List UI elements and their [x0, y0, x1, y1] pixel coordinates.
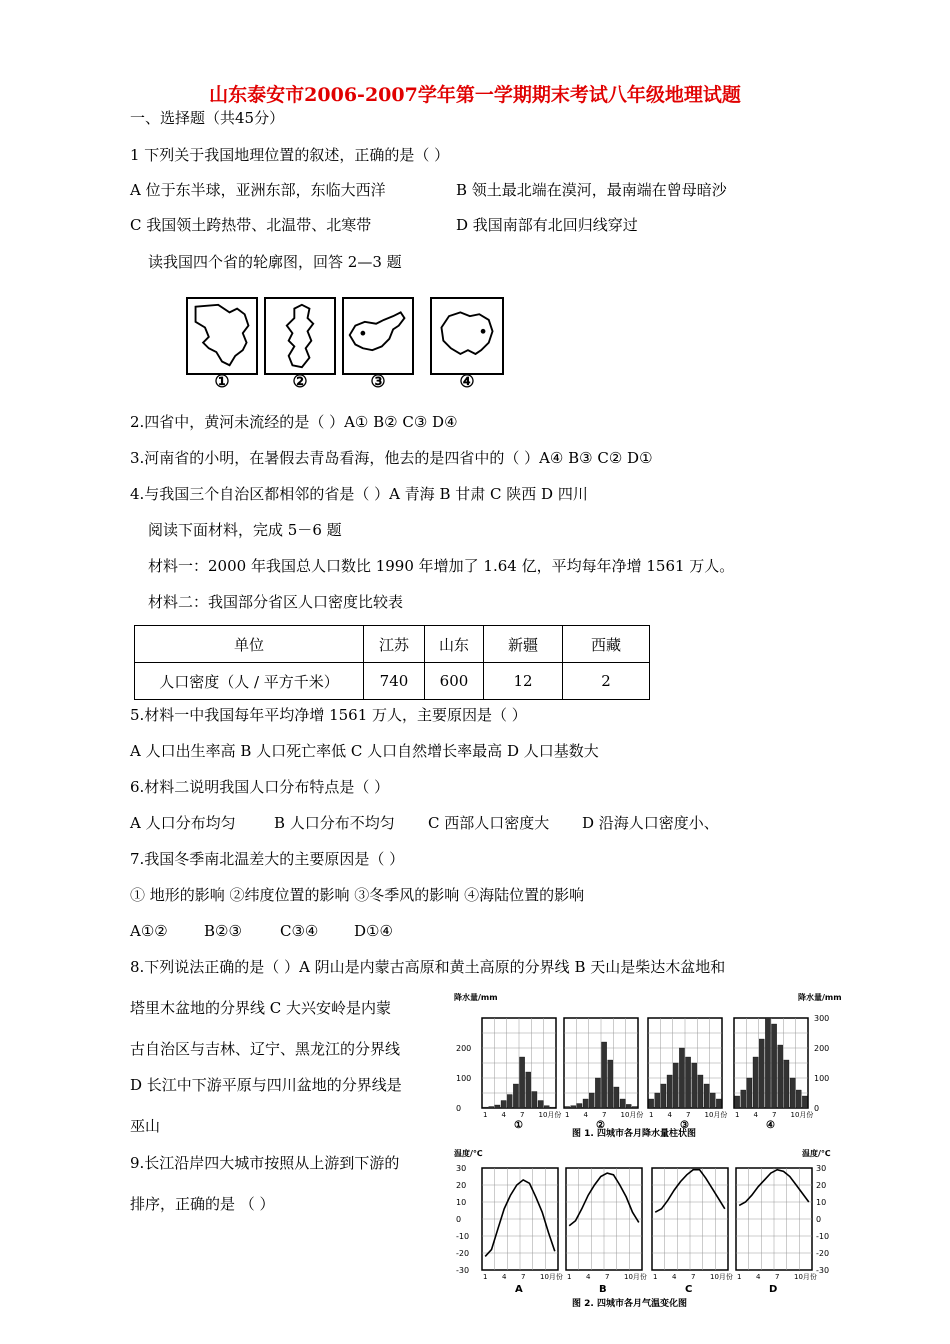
y-tick-label: 30 — [816, 1164, 827, 1173]
x-tick-label: 7 — [686, 1111, 691, 1119]
x-tick-label: 10月份 — [540, 1273, 563, 1281]
material-2: 材料二：我国部分省区人口密度比较表 — [148, 593, 404, 611]
table-cell: 600 — [425, 663, 484, 700]
q6-option-a: A 人口分布均匀 — [130, 814, 236, 832]
province-instruction: 读我国四个省的轮廓图，回答 2—3 题 — [148, 253, 402, 271]
y-tick-label: 100 — [814, 1074, 830, 1083]
precip-bar — [686, 1057, 691, 1108]
x-tick-label: 1 — [483, 1111, 488, 1119]
figure-1-caption: 图 1. 四城市各月降水量柱状图 — [572, 1129, 696, 1139]
table-header-cell: 山东 — [425, 626, 484, 663]
question-7: 7.我国冬季南北温差大的主要原因是（ ） — [130, 850, 405, 868]
q7-factors: ① 地形的影响 ②纬度位置的影响 ③冬季风的影响 ④海陆位置的影响 — [130, 886, 585, 904]
q7-option-d: D①④ — [354, 922, 393, 940]
question-8-line-3: 古自治区与吉林、辽宁、黑龙江的分界线 — [130, 1040, 401, 1058]
precip-bar — [661, 1084, 666, 1108]
y-tick-label: 10 — [456, 1198, 467, 1207]
y-axis-label-right: 温度/℃ — [802, 1149, 831, 1158]
precip-bar — [513, 1084, 518, 1108]
precip-bar — [667, 1075, 672, 1108]
province-outline-1 — [186, 297, 258, 375]
x-tick-label: 10月份 — [794, 1273, 817, 1281]
x-tick-label: 7 — [602, 1111, 607, 1119]
material-instruction: 阅读下面材料，完成 5－6 题 — [148, 521, 342, 539]
panel-label: ③ — [680, 1120, 689, 1131]
precip-bar — [796, 1090, 801, 1108]
precip-bar — [716, 1099, 721, 1108]
precip-bar — [759, 1039, 764, 1108]
y-tick-label: -30 — [816, 1266, 830, 1275]
table-cell: 人口密度（人 / 平方千米） — [135, 663, 364, 700]
precip-bar — [784, 1060, 789, 1108]
y-tick-label: 100 — [456, 1074, 472, 1083]
x-tick-label: 4 — [667, 1111, 672, 1119]
x-tick-label: 4 — [586, 1273, 591, 1281]
precip-bar — [495, 1105, 500, 1108]
precip-bar — [483, 1107, 488, 1108]
x-tick-label: 1 — [483, 1273, 488, 1281]
x-tick-label: 1 — [567, 1273, 572, 1281]
material-1: 材料一：2000 年我国总人口数比 1990 年增加了 1.64 亿，平均每年净增 1561 万人。 — [148, 557, 735, 575]
precip-bar — [704, 1084, 709, 1108]
question-8-line-2: 塔里木盆地的分界线 C 大兴安岭是内蒙 — [130, 999, 392, 1017]
y-tick-label: 10 — [816, 1198, 827, 1207]
x-tick-label: 10月份 — [538, 1111, 562, 1119]
precip-bar — [489, 1107, 494, 1109]
x-tick-label: 10月份 — [790, 1111, 814, 1119]
y-axis-label-left: 温度/℃ — [454, 1149, 483, 1158]
table-header-cell: 新疆 — [484, 626, 563, 663]
y-tick-label: 300 — [814, 1014, 830, 1023]
precip-bar — [577, 1104, 582, 1109]
precip-bar — [614, 1087, 619, 1108]
precip-bar — [778, 1045, 783, 1108]
figure-2-temperature — [452, 1146, 844, 1310]
y-tick-label: -10 — [456, 1232, 470, 1241]
table-cell: 12 — [484, 663, 563, 700]
q1-option-a: A 位于东半球，亚洲东部，东临大西洋 — [130, 181, 386, 199]
y-tick-label: -20 — [816, 1249, 830, 1258]
x-tick-label: 4 — [583, 1111, 588, 1119]
x-tick-label: 1 — [565, 1111, 570, 1119]
question-8-line-5: 巫山 — [130, 1117, 161, 1135]
precip-bar — [747, 1078, 752, 1108]
precip-bar — [626, 1104, 631, 1108]
precip-bar — [655, 1093, 660, 1108]
page-title: 山东泰安市2006-2007学年第一学期期末考试八年级地理试题 — [209, 84, 741, 106]
question-5: 5.材料一中我国每年平均净增 1561 万人，主要原因是（ ） — [130, 706, 527, 724]
x-tick-label: 4 — [672, 1273, 677, 1281]
table-header-cell: 江苏 — [364, 626, 425, 663]
precip-bar — [544, 1106, 549, 1108]
q6-option-c: C 西部人口密度大 — [428, 814, 550, 832]
x-tick-label: 10月份 — [704, 1111, 728, 1119]
precip-bar — [790, 1078, 795, 1108]
x-tick-label: 10月份 — [620, 1111, 644, 1119]
table-cell: 740 — [364, 663, 425, 700]
precip-bar — [565, 1107, 570, 1109]
q7-option-b: B②③ — [204, 922, 242, 940]
precip-bar — [501, 1101, 506, 1109]
precip-bar — [550, 1107, 555, 1108]
y-tick-label: -30 — [456, 1266, 470, 1275]
density-table — [134, 625, 650, 700]
precip-bar — [673, 1063, 678, 1108]
precip-bar — [802, 1096, 807, 1108]
province-outline-2 — [264, 297, 336, 375]
question-8-line-4: D 长江中下游平原与四川盆地的分界线是 — [130, 1076, 402, 1094]
province-label-1: ① — [214, 372, 230, 392]
x-tick-label: 1 — [649, 1111, 654, 1119]
question-6: 6.材料二说明我国人口分布特点是（ ） — [130, 778, 390, 796]
y-tick-label: 0 — [456, 1104, 462, 1113]
panel-label: D — [769, 1284, 778, 1295]
x-tick-label: 7 — [605, 1273, 610, 1281]
table-row — [135, 663, 650, 700]
y-axis-label-left: 降水量/mm — [454, 993, 498, 1002]
question-9-line-1: 9.长江沿岸四大城市按照从上游到下游的 — [130, 1154, 400, 1172]
y-tick-label: 0 — [814, 1104, 820, 1113]
q6-option-d: D 沿海人口密度小、 — [582, 814, 719, 832]
x-tick-label: 10月份 — [710, 1273, 733, 1281]
question-2: 2.四省中，黄河未流经的是（ ）A① B② C③ D④ — [130, 413, 458, 431]
table-header-cell: 单位 — [135, 626, 364, 663]
figure-1-precipitation — [452, 990, 844, 1140]
precip-bar — [589, 1093, 594, 1108]
precip-bar — [602, 1042, 607, 1108]
panel-label: A — [515, 1284, 523, 1295]
y-tick-label: 200 — [456, 1044, 472, 1053]
precip-bar — [649, 1099, 654, 1108]
precip-bar — [698, 1075, 703, 1108]
x-tick-label: 4 — [756, 1273, 761, 1281]
q1-option-d: D 我国南部有北回归线穿过 — [456, 216, 638, 234]
y-tick-label: 20 — [456, 1181, 467, 1190]
precip-bar — [735, 1096, 740, 1108]
precip-bar — [608, 1060, 613, 1108]
precip-bar — [753, 1057, 758, 1108]
table-cell: 2 — [563, 663, 650, 700]
precip-bar — [583, 1099, 588, 1108]
x-tick-label: 7 — [691, 1273, 696, 1281]
y-tick-label: -20 — [456, 1249, 470, 1258]
y-tick-label: 200 — [814, 1044, 830, 1053]
table-header-row — [135, 626, 650, 663]
q7-option-a: A①② — [130, 922, 168, 940]
precip-bar — [710, 1093, 715, 1108]
y-tick-label: 0 — [456, 1215, 462, 1224]
q1-option-c: C 我国领土跨热带、北温带、北寒带 — [130, 216, 372, 234]
precip-bar — [571, 1106, 576, 1108]
y-tick-label: -10 — [816, 1232, 830, 1241]
province-outline-3 — [342, 297, 414, 375]
x-tick-label: 7 — [521, 1273, 526, 1281]
y-axis-label-right: 降水量/mm — [798, 993, 842, 1002]
precip-bar — [595, 1078, 600, 1108]
precip-bar — [526, 1072, 531, 1108]
q5-options: A 人口出生率高 B 人口死亡率低 C 人口自然增长率最高 D 人口基数大 — [130, 742, 599, 760]
q1-option-b: B 领土最北端在漠河，最南端在曾母暗沙 — [456, 181, 727, 199]
precip-bar — [679, 1048, 684, 1108]
question-9-line-2: 排序，正确的是 （ ） — [130, 1195, 275, 1213]
panel-label: C — [685, 1284, 693, 1295]
precip-bar — [632, 1107, 637, 1109]
question-1: 1 下列关于我国地理位置的叙述，正确的是（ ） — [130, 146, 450, 164]
province-label-4: ④ — [459, 372, 475, 392]
x-tick-label: 7 — [775, 1273, 780, 1281]
province-label-2: ② — [292, 372, 308, 392]
x-tick-label: 10月份 — [624, 1273, 647, 1281]
q6-option-b: B 人口分布不均匀 — [274, 814, 395, 832]
x-tick-label: 1 — [653, 1273, 658, 1281]
precip-bar — [772, 1024, 777, 1108]
panel-label: ④ — [766, 1120, 775, 1131]
province-label-3: ③ — [370, 372, 386, 392]
question-8-line-1: 8.下列说法正确的是（ ）A 阴山是内蒙古高原和黄土高原的分界线 B 天山是柴达木盆地和 — [130, 958, 726, 976]
precip-bar — [538, 1101, 543, 1109]
panel-label: ① — [514, 1120, 523, 1131]
x-tick-label: 4 — [502, 1273, 507, 1281]
precip-bar — [620, 1099, 625, 1108]
table-header-cell: 西藏 — [563, 626, 650, 663]
y-tick-label: 0 — [816, 1215, 822, 1224]
precip-bar — [765, 1018, 770, 1108]
x-tick-label: 1 — [737, 1273, 742, 1281]
panel-label: ② — [596, 1120, 605, 1131]
y-tick-label: 30 — [456, 1164, 467, 1173]
precip-bar — [520, 1057, 525, 1108]
section-heading: 一、选择题（共45分） — [130, 109, 285, 127]
q7-option-c: C③④ — [280, 922, 319, 940]
x-tick-label: 7 — [520, 1111, 525, 1119]
question-4: 4.与我国三个自治区都相邻的省是（ ）A 青海 B 甘肃 C 陕西 D 四川 — [130, 485, 588, 503]
precip-bar — [692, 1063, 697, 1108]
x-tick-label: 7 — [772, 1111, 777, 1119]
y-tick-label: 20 — [816, 1181, 827, 1190]
precip-bar — [507, 1095, 512, 1109]
x-tick-label: 4 — [501, 1111, 506, 1119]
precip-bar — [532, 1092, 537, 1109]
precip-bar — [741, 1090, 746, 1108]
panel-label: B — [599, 1284, 607, 1295]
x-tick-label: 4 — [753, 1111, 758, 1119]
question-3: 3.河南省的小明，在暑假去青岛看海，他去的是四省中的（ ）A④ B③ C② D① — [130, 449, 653, 467]
figure-2-caption: 图 2. 四城市各月气温变化图 — [572, 1299, 687, 1309]
x-tick-label: 1 — [735, 1111, 740, 1119]
province-outline-4 — [430, 297, 504, 375]
